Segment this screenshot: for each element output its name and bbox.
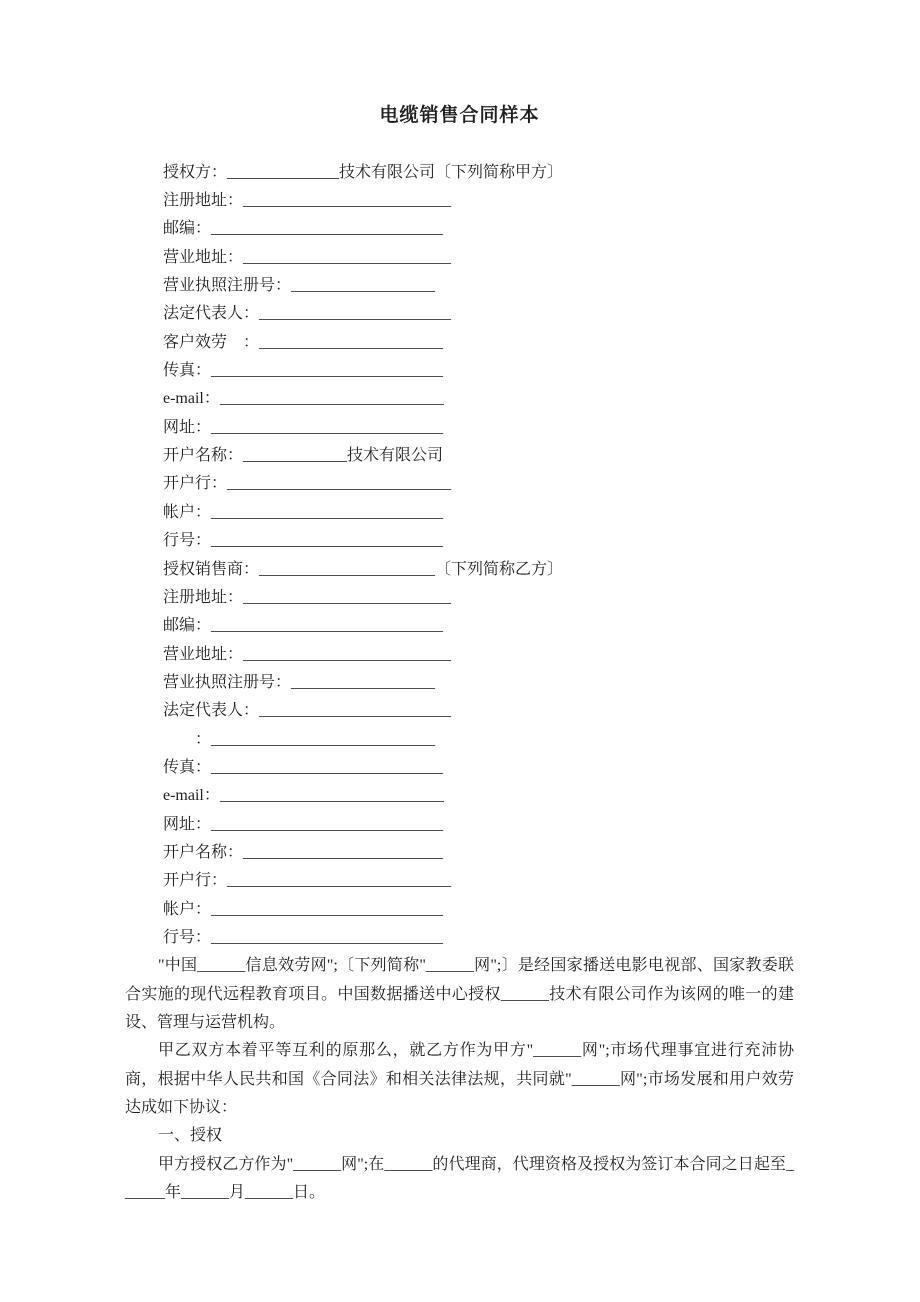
form-line: 传真：_____________________________ [163,758,444,776]
party-b-block [125,556,794,953]
intro-paragraph-1: "中国______信息效劳网";〔下列简称"______网";〕是经国家播送电影电视部、国家教委联合实施的现代远程教育项目。中国数据播送中心授权______技术有限公司作为该网的唯一的建设、管理与运营机构。 [125,957,794,1031]
form-line: e-mail：____________________________ [163,390,444,408]
form-line: 网址：_____________________________ [163,418,444,436]
form-line: 开户行：____________________________ [163,872,452,890]
form-line: 邮编：_____________________________ [163,220,444,238]
section-heading-authorization: 一、授权 [158,1127,223,1145]
form-line: 帐户：_____________________________ [163,900,444,918]
form-line: 注册地址：__________________________ [163,192,452,210]
form-line: 行号：_____________________________ [163,532,444,550]
form-line: 客户效劳 ：_______________________ [163,333,444,351]
intro-paragraph-2: 甲乙双方本着平等互利的原那么，就乙方作为甲方"______网";市场代理事宜进行充沛协商，根据中华人民共和国《合同法》和相关法律法规，共同就"______网";市场发展和用户效劳达成如下协议： [125,1042,794,1117]
form-line: 帐户：_____________________________ [163,503,444,521]
document-title: 电缆销售合同样本 [379,105,540,126]
form-line: 传真：_____________________________ [163,362,444,380]
form-line: 开户行：____________________________ [163,475,452,493]
form-line: 营业执照注册号：__________________ [163,277,436,295]
form-line: 授权方：______________技术有限公司〔下列简称甲方〕 [163,163,564,181]
form-line: e-mail：____________________________ [163,787,444,805]
form-line: ：____________________________ [163,730,436,748]
form-line: 营业执照注册号：__________________ [163,673,436,691]
form-line: 营业地址：__________________________ [163,645,452,663]
form-line: 注册地址：__________________________ [163,588,452,606]
form-line: 开户名称：_________________________ [163,843,444,861]
form-line: 网址：_____________________________ [163,815,444,833]
form-line: 授权销售商：______________________〔下列简称乙方〕 [163,560,564,578]
form-line: 法定代表人：________________________ [163,305,452,323]
party-a-block [125,159,794,556]
section-paragraph-authorization: 甲方授权乙方作为"______网";在______的代理商，代理资格及授权为签订本合同之日起至______年______月______日。 [125,1155,794,1202]
form-line: 开户名称：_____________技术有限公司 [163,447,444,465]
form-line: 行号：_____________________________ [163,928,444,946]
form-line: 邮编：_____________________________ [163,617,444,635]
form-line: 法定代表人：________________________ [163,702,452,720]
form-line: 营业地址：__________________________ [163,248,452,266]
